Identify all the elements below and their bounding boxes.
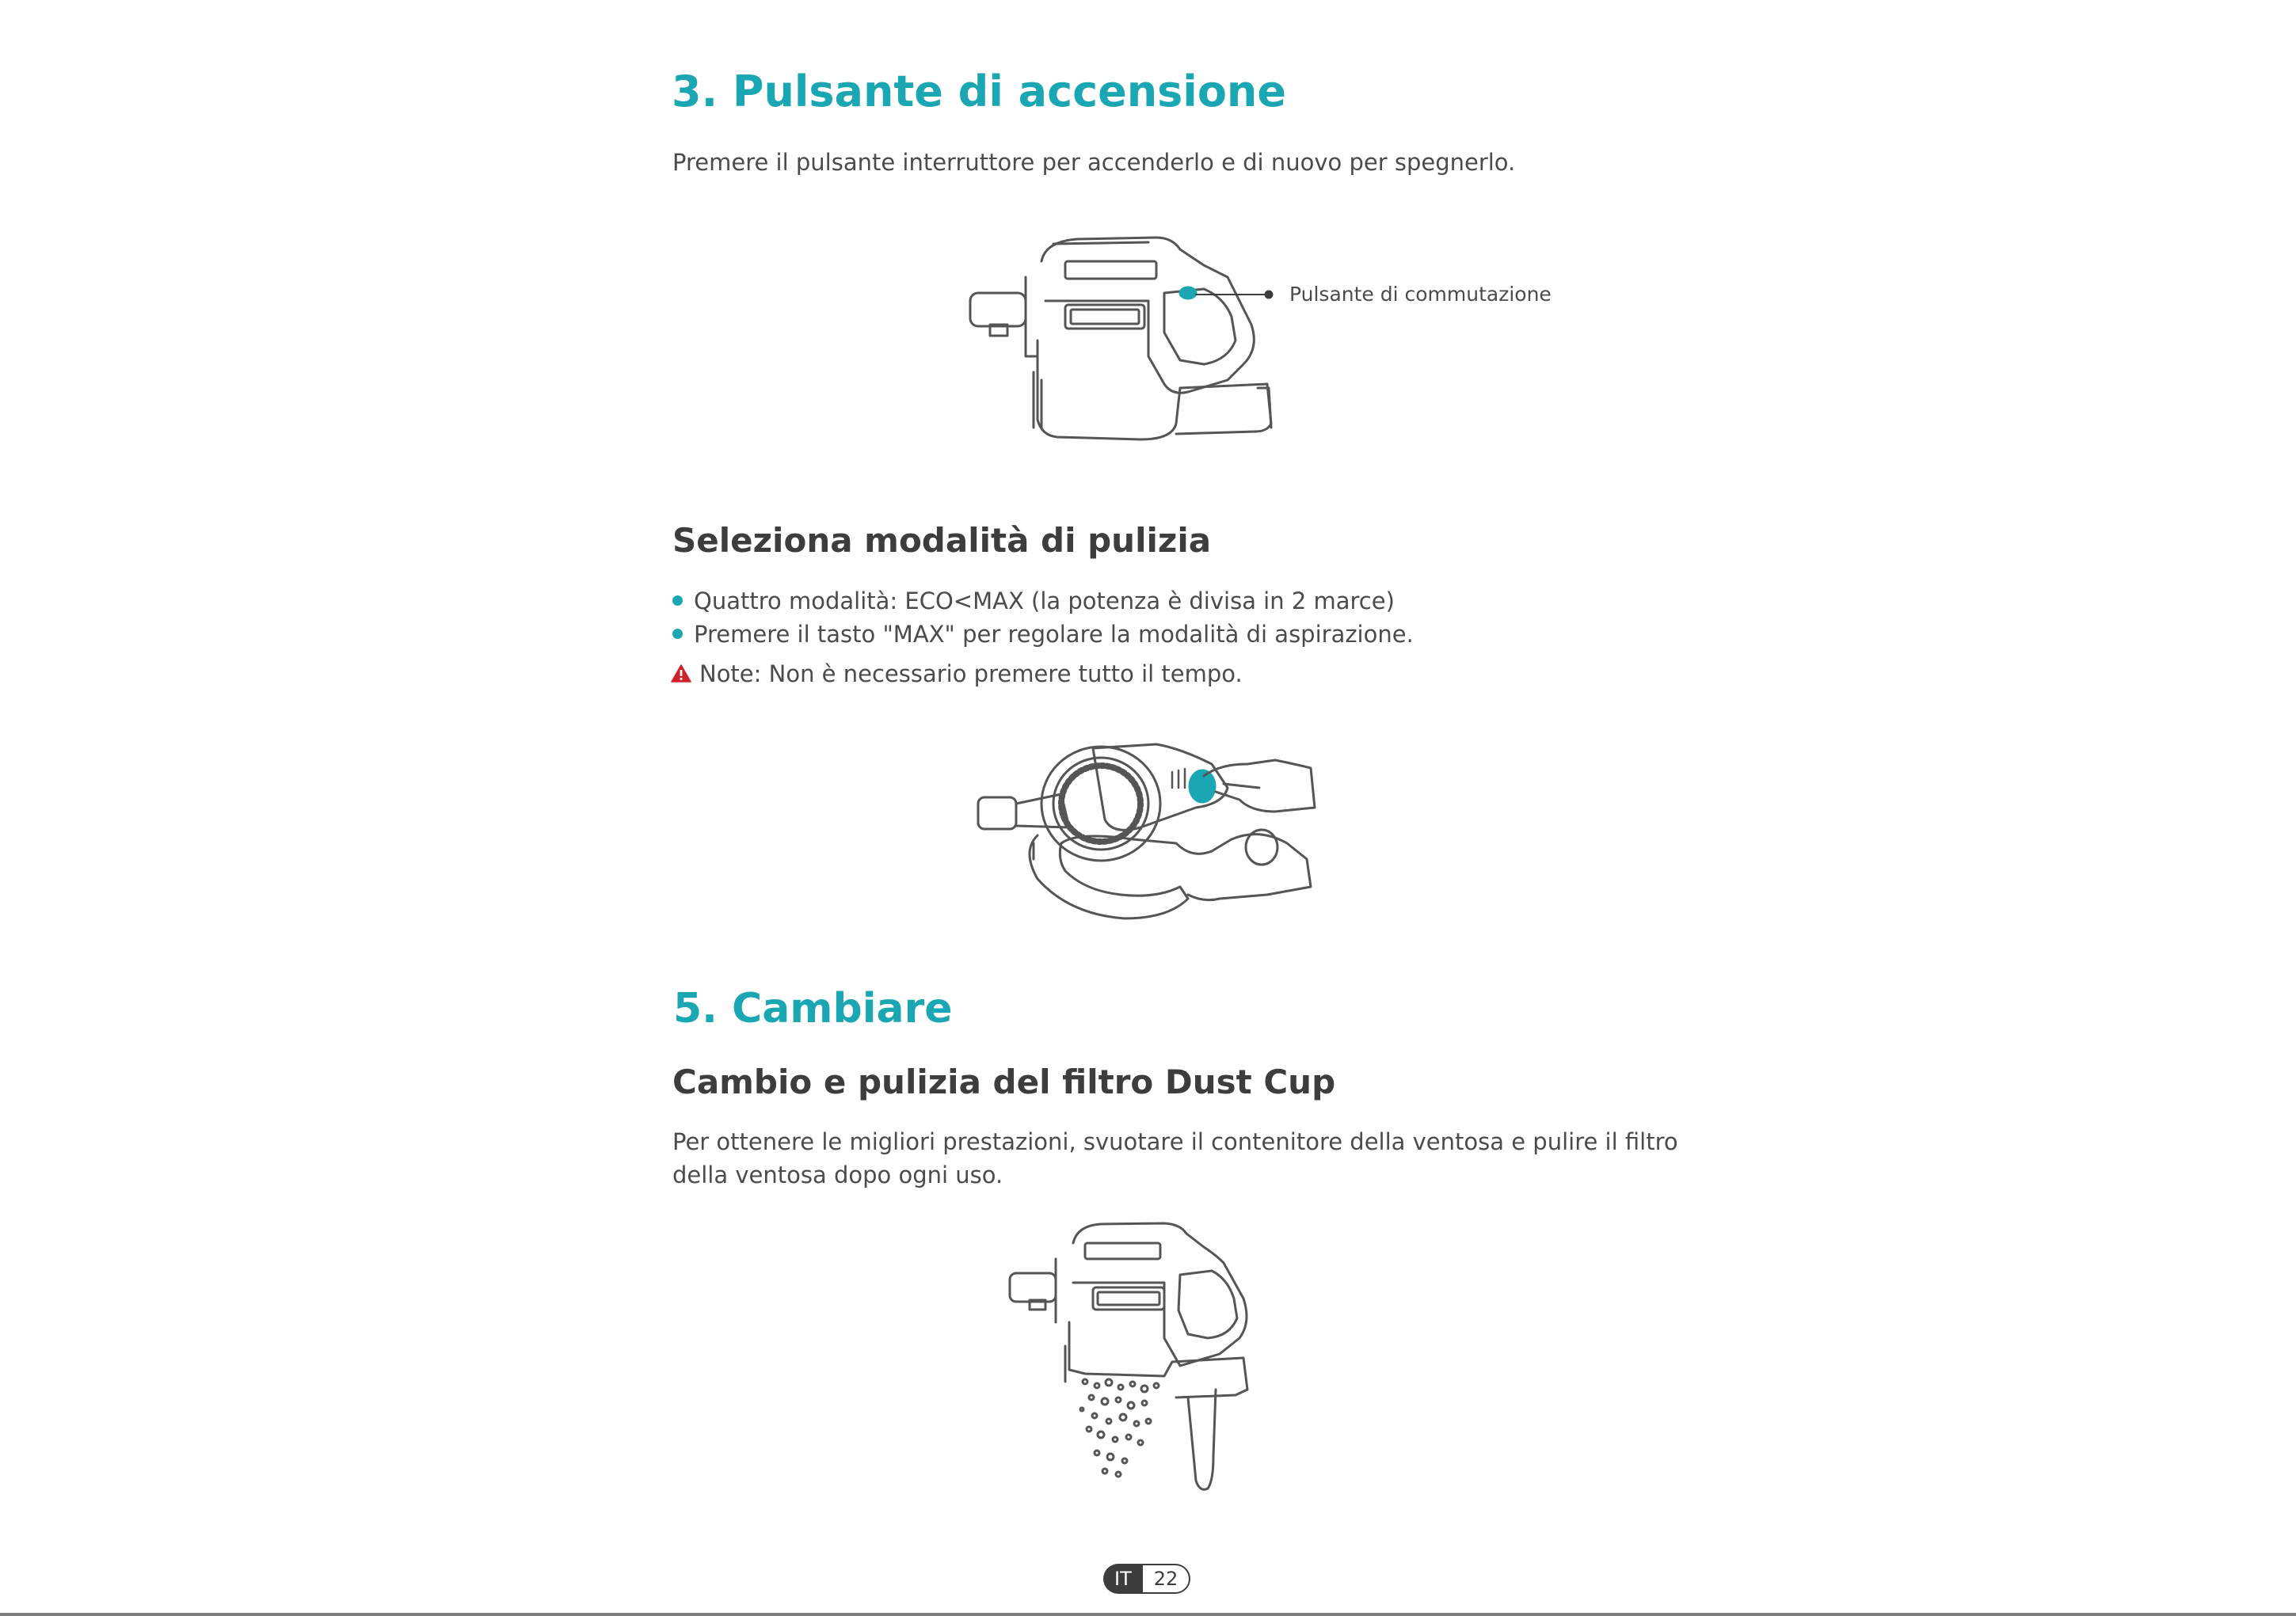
warning-triangle-icon: [671, 664, 691, 683]
vacuum-max-button-illustration: [974, 732, 1323, 926]
mode-bullet-1: Quattro modalità: ECO<MAX (la potenza è divisa in 2 marce): [672, 584, 1395, 618]
mode-note: Note: Non è necessario premere tutto il tempo.: [671, 657, 1243, 690]
language-code: IT: [1103, 1564, 1143, 1594]
teal-dot-icon: [672, 595, 683, 606]
filter-paragraph-line-2: della ventosa dopo ogni uso.: [672, 1162, 1003, 1188]
filter-paragraph-line-1: Per ottenere le migliori prestazioni, svuotare il contenitore della ventosa e pulire il filtro: [672, 1128, 1678, 1155]
power-button-intro: Premere il pulsante interruttore per accenderlo e di nuovo per spegnerlo.: [672, 149, 1516, 176]
cleaning-modes-title: Seleziona modalità di pulizia: [672, 521, 1212, 560]
section-title-power-button: 3. Pulsante di accensione: [672, 67, 1286, 116]
vacuum-dust-cup-illustration: [1006, 1219, 1291, 1496]
bottom-rule: [0, 1613, 2296, 1616]
mode-bullet-2: Premere il tasto "MAX" per regolare la modalità di aspirazione.: [672, 618, 1414, 651]
vacuum-power-button-illustration: [966, 230, 1536, 451]
section-title-change: 5. Cambiare: [673, 985, 953, 1032]
teal-dot-icon: [672, 629, 683, 639]
page-number-badge: [1103, 1564, 1190, 1594]
switch-button-callout-label: Pulsante di commutazione: [1289, 283, 1552, 306]
filter-change-subtitle: Cambio e pulizia del filtro Dust Cup: [672, 1063, 1336, 1101]
page-number: 22: [1143, 1564, 1191, 1594]
